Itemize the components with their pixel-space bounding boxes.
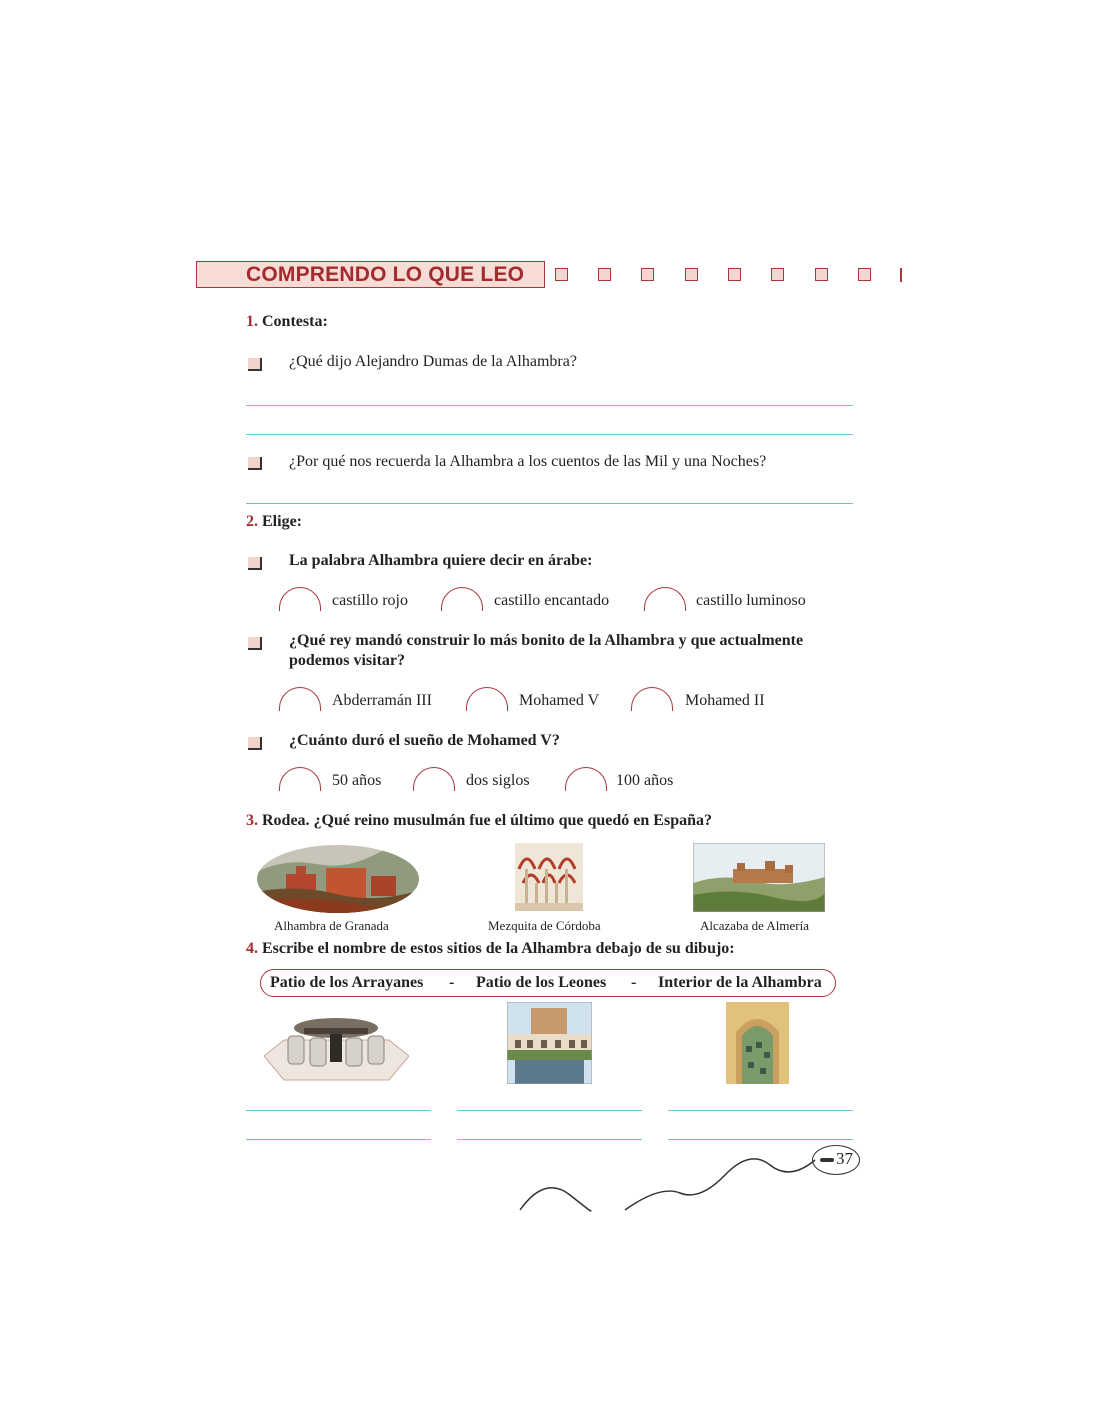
decor-square bbox=[771, 268, 784, 281]
answer-arch[interactable] bbox=[644, 587, 686, 611]
q2-item-1: La palabra Alhambra quiere decir en árabe: bbox=[289, 552, 593, 569]
decor-square bbox=[555, 268, 568, 281]
q1-item-1: ¿Qué dijo Alejandro Dumas de la Alhambra? bbox=[289, 353, 577, 370]
alcazaba-almeria-image[interactable] bbox=[693, 843, 825, 912]
caption-mezquita-cordoba: Mezquita de Córdoba bbox=[488, 918, 601, 933]
q1-label: Contesta: bbox=[262, 313, 328, 330]
option-label: castillo rojo bbox=[332, 592, 408, 609]
decorative-cable-line bbox=[510, 1145, 830, 1215]
option-label: castillo luminoso bbox=[696, 592, 806, 609]
arrayanes-courtyard-image bbox=[507, 1002, 592, 1084]
answer-line[interactable] bbox=[246, 405, 853, 406]
answer-line[interactable] bbox=[457, 1139, 642, 1140]
q2-item-3: ¿Cuánto duró el sueño de Mohamed V? bbox=[289, 732, 560, 749]
option-label: 50 años bbox=[332, 772, 382, 789]
bullet-square bbox=[248, 737, 262, 750]
q1-item-2: ¿Por qué nos recuerda la Alhambra a los cuentos de las Mil y una Noches? bbox=[289, 453, 767, 470]
answer-arch[interactable] bbox=[279, 587, 321, 611]
option-label: dos siglos bbox=[466, 772, 530, 789]
q3-label: Rodea. ¿Qué reino musulmán fue el último que quedó en España? bbox=[262, 812, 712, 829]
answer-line[interactable] bbox=[246, 434, 853, 435]
answer-line[interactable] bbox=[246, 1110, 431, 1111]
q2-label: Elige: bbox=[262, 513, 302, 530]
q4-number: 4. bbox=[246, 940, 258, 957]
answer-line[interactable] bbox=[457, 1110, 642, 1111]
cable-plug bbox=[820, 1158, 834, 1162]
answer-arch[interactable] bbox=[565, 767, 607, 791]
alhambra-interior-image bbox=[726, 1002, 789, 1084]
q2-item-2-line1: ¿Qué rey mandó construir lo más bonito de la Alhambra y que actualmente bbox=[289, 632, 804, 649]
decor-square bbox=[815, 268, 828, 281]
caption-alhambra-granada: Alhambra de Granada bbox=[274, 918, 389, 933]
q3-number: 3. bbox=[246, 812, 258, 829]
word-choice: Interior de la Alhambra bbox=[658, 974, 822, 991]
q2-title bbox=[246, 513, 302, 531]
option-label: 100 años bbox=[616, 772, 674, 789]
q4-label: Escribe el nombre de estos sitios de la Alhambra debajo de su dibujo: bbox=[262, 940, 735, 957]
answer-arch[interactable] bbox=[279, 767, 321, 791]
word-choice: Patio de los Arrayanes bbox=[270, 974, 424, 991]
answer-line[interactable] bbox=[246, 1139, 431, 1140]
section-title: COMPRENDO LO QUE LEO bbox=[246, 263, 525, 286]
decor-square bbox=[728, 268, 741, 281]
decor-square bbox=[598, 268, 611, 281]
bullet-square bbox=[248, 358, 262, 371]
q2-number: 2. bbox=[246, 513, 258, 530]
q2-item-2-line2: podemos visitar? bbox=[289, 652, 405, 669]
option-label: castillo encantado bbox=[494, 592, 610, 609]
alhambra-granada-image[interactable] bbox=[256, 844, 420, 914]
q1-number: 1. bbox=[246, 313, 258, 330]
option-label: Mohamed V bbox=[519, 692, 600, 709]
q1-title bbox=[246, 313, 328, 331]
decor-square bbox=[685, 268, 698, 281]
word-separator: - bbox=[631, 974, 637, 991]
q3-title bbox=[246, 812, 712, 830]
decor-square bbox=[858, 268, 871, 281]
bullet-square bbox=[248, 457, 262, 470]
lions-fountain-image bbox=[264, 1006, 409, 1086]
answer-line[interactable] bbox=[668, 1110, 853, 1111]
mezquita-cordoba-image[interactable] bbox=[515, 843, 583, 911]
word-separator: - bbox=[449, 974, 455, 991]
option-label: Abderramán III bbox=[332, 692, 432, 709]
answer-arch[interactable] bbox=[466, 687, 508, 711]
answer-arch[interactable] bbox=[279, 687, 321, 711]
word-choice: Patio de los Leones bbox=[476, 974, 607, 991]
bullet-square bbox=[248, 557, 262, 570]
answer-arch[interactable] bbox=[413, 767, 455, 791]
bullet-square bbox=[248, 637, 262, 650]
decor-square bbox=[641, 268, 654, 281]
answer-arch[interactable] bbox=[441, 587, 483, 611]
answer-line[interactable] bbox=[668, 1139, 853, 1140]
caption-alcazaba-almeria: Alcazaba de Almería bbox=[700, 918, 809, 933]
q4-title bbox=[246, 940, 735, 958]
option-label: Mohamed II bbox=[685, 692, 765, 709]
answer-line[interactable] bbox=[246, 503, 853, 504]
answer-arch[interactable] bbox=[631, 687, 673, 711]
decor-bar bbox=[900, 268, 902, 282]
page-number: 37 bbox=[836, 1149, 853, 1168]
